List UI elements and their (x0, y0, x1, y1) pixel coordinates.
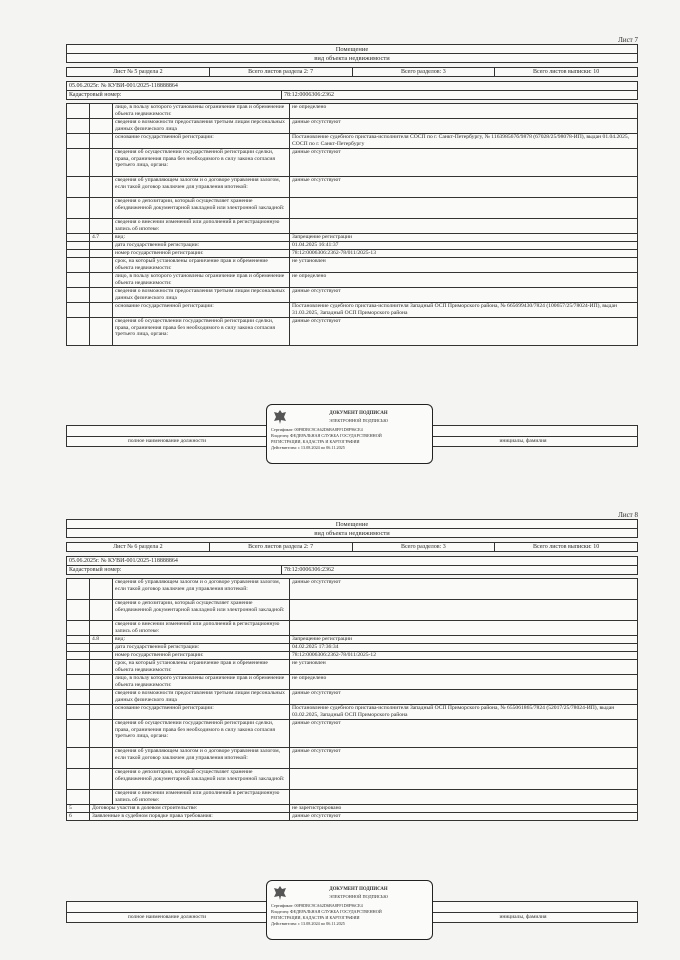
e-signature-stamp: ДОКУМЕНТ ПОДПИСАН ЭЛЕКТРОННОЙ ПОДПИСЬЮ Сертификат: 00F8DBC9CA62D6BA8FF1D8F96CE4 Владелец: ФЕДЕРАЛЬНАЯ СЛУЖБА ГОСУДАРСТВЕННОЙ РЕГИСТРАЦИИ, КАДАСТРА И КАРТОГРАФИИ Действителен: с 13.08.2024 по 06.11.2025 (266, 404, 433, 464)
encumbrance-table (66, 578, 638, 821)
sheet-number: Лист 7 (618, 36, 638, 44)
table-row: основание государственной регистрации: Постановление судебного пристава-исполнителя СОСП по г. Санкт-Петербургу, № 116398567б/9878 (67028/25/98078-ИП), выдан 01.04.2025, СОСП по г. Санкт-Петербургу (67, 134, 638, 149)
object-type-caption: вид объекта недвижимости (66, 53, 638, 63)
sheet-header-row (66, 542, 638, 552)
table-row: срок, на который установлены ограничение прав и обременение объекта недвижимости: не установлен (67, 660, 638, 675)
table-row: сведения о внесении изменений или дополнений в регистрационную запись об ипотеке: (67, 790, 638, 805)
name-caption: инициалы, фамилия (499, 438, 547, 444)
extract-number: 05.06.2025г. № КУВИ-001/2025-118888864 (66, 81, 638, 91)
table-row: сведения об осуществлении государственной регистрации сделки, права, ограничения права без необходимого в силу закона согласия третьего лица, органа: данные отсутствуют (67, 149, 638, 177)
table-row: дата государственной регистрации: 01.04.2025 16:41:37 (67, 242, 638, 250)
sheet-number: Лист 8 (618, 511, 638, 519)
table-row: сведения о возможности предоставления третьим лицам персональных данных физического лица данные отсутствуют (67, 288, 638, 303)
total-sections: Всего разделов: 3 (353, 543, 496, 551)
table-row: номер государственной регистрации: 78:12:0006306:2362-78/011/2025-13 (67, 250, 638, 258)
table-row: дата государственной регистрации: 04.02.2025 17:36:34 (67, 644, 638, 652)
cadastral-row (66, 90, 638, 100)
table-row: лицо, в пользу которого установлены ограничение прав и обременение объекта недвижимости: не определено (67, 104, 638, 119)
position-caption: полное наименование должности (127, 914, 207, 920)
table-row: сведения об осуществлении государственной регистрации сделки, права, ограничения права без необходимого в силу закона согласия третьего лица, органа: данные отсутствуют (67, 720, 638, 748)
table-row: 4.7 вид: Запрещение регистрации (67, 234, 638, 242)
coat-of-arms-icon (273, 885, 287, 901)
cadastral-row (66, 565, 638, 575)
table-row: основание государственной регистрации: Постановление судебного пристава-исполнителя Западный ОСП Приморского района, № 665699430/7824 (100657/25/78024-ИП), выдан 31.03.2025, Западный ОСП Приморского района (67, 303, 638, 318)
e-signature-stamp: ДОКУМЕНТ ПОДПИСАН ЭЛЕКТРОННОЙ ПОДПИСЬЮ Сертификат: 00F8DBC9CA62D6BA8FF1D8F96CE4 Владелец: ФЕДЕРАЛЬНАЯ СЛУЖБА ГОСУДАРСТВЕННОЙ РЕГИСТРАЦИИ, КАДАСТРА И КАРТОГРАФИИ Действителен: с 13.08.2024 по 06.11.2025 (266, 880, 433, 940)
table-row: сведения о депозитарии, который осуществляет хранение обездвиженной документарной закладной или электронной закладной: (67, 769, 638, 790)
table-row: номер государственной регистрации: 78:12:0006306:2362-78/011/2025-12 (67, 652, 638, 660)
table-row: сведения об осуществлении государственной регистрации сделки, права, ограничения права без необходимого в силу закона согласия третьего лица, органа: данные отсутствуют (67, 318, 638, 346)
table-row: сведения об управляющем залогом и о договоре управления залогом, если такой договор заключен для управления ипотекой: данные отсутствуют (67, 177, 638, 198)
table-row: срок, на который установлены ограничение прав и обременение объекта недвижимости: не установлен (67, 258, 638, 273)
name-caption: инициалы, фамилия (499, 914, 547, 920)
table-row: сведения о депозитарии, который осуществляет хранение обездвиженной документарной закладной или электронной закладной: (67, 600, 638, 621)
table-row: лицо, в пользу которого установлены ограничение прав и обременение объекта недвижимости: не определено (67, 273, 638, 288)
position-caption: полное наименование должности (127, 438, 207, 444)
total-extract-sheets: Всего листов выписки: 10 (533, 69, 600, 75)
table-row: сведения об управляющем залогом и о договоре управления залогом, если такой договор заключен для управления ипотекой: данные отсутствуют (67, 748, 638, 769)
table-row: сведения о депозитарии, который осуществляет хранение обездвиженной документарной закладной или электронной закладной: (67, 198, 638, 219)
section-number: 5 (67, 805, 90, 813)
sheet-no-in-section: Лист № 6 раздела 2 (67, 543, 210, 551)
cadastral-value: 78:12:0006306:2362 (284, 92, 335, 98)
cadastral-label: Кадастровый номер: (67, 91, 282, 99)
table-row: сведения о возможности предоставления третьим лицам персональных данных физического лица данные отсутствуют (67, 119, 638, 134)
coat-of-arms-icon (273, 409, 287, 425)
encumbrance-table (66, 103, 638, 346)
section-number: 6 (67, 813, 90, 821)
cadastral-label: Кадастровый номер: (67, 566, 282, 574)
table-row: сведения о внесении изменений или дополнений в регистрационную запись об ипотеке: (67, 219, 638, 234)
cadastral-value: 78:12:0006306:2362 (284, 567, 335, 573)
table-row: 6 Заявленные в судебном порядке права требования: данные отсутствуют (67, 813, 638, 821)
object-type: Помещение (66, 519, 638, 529)
object-type-caption: вид объекта недвижимости (66, 528, 638, 538)
extract-number: 05.06.2025г. № КУВИ-001/2025-118888864 (66, 556, 638, 566)
table-row: основание государственной регистрации: Постановление судебного пристава-исполнителя Западный ОСП Приморского района, № 655061865/7824 (52017/25/78024-ИП), выдан 03.02.2025, Западный ОСП Приморского района (67, 705, 638, 720)
sheet-8 (66, 511, 638, 951)
total-sections: Всего разделов: 3 (353, 68, 496, 76)
total-extract-sheets: Всего листов выписки: 10 (533, 544, 600, 550)
subsection-number: 4.7 (90, 234, 113, 242)
sheet-7 (66, 36, 638, 466)
table-row: лицо, в пользу которого установлены ограничение прав и обременение объекта недвижимости: не определено (67, 675, 638, 690)
sheet-no-in-section: Лист № 5 раздела 2 (67, 68, 210, 76)
total-section-sheets: Всего листов раздела 2: 7 (210, 543, 353, 551)
object-type: Помещение (66, 44, 638, 54)
sheet-header-row (66, 67, 638, 77)
total-section-sheets: Всего листов раздела 2: 7 (210, 68, 353, 76)
table-row: сведения о внесении изменений или дополнений в регистрационную запись об ипотеке: (67, 621, 638, 636)
table-row: сведения о возможности предоставления третьим лицам персональных данных физического лица данные отсутствуют (67, 690, 638, 705)
table-row: сведения об управляющем залогом и о договоре управления залогом, если такой договор заключен для управления ипотекой: данные отсутствуют (67, 579, 638, 600)
table-row: 5 Договоры участия в долевом строительстве: не зарегистрировано (67, 805, 638, 813)
table-row: 4.8 вид: Запрещение регистрации (67, 636, 638, 644)
subsection-number: 4.8 (90, 636, 113, 644)
